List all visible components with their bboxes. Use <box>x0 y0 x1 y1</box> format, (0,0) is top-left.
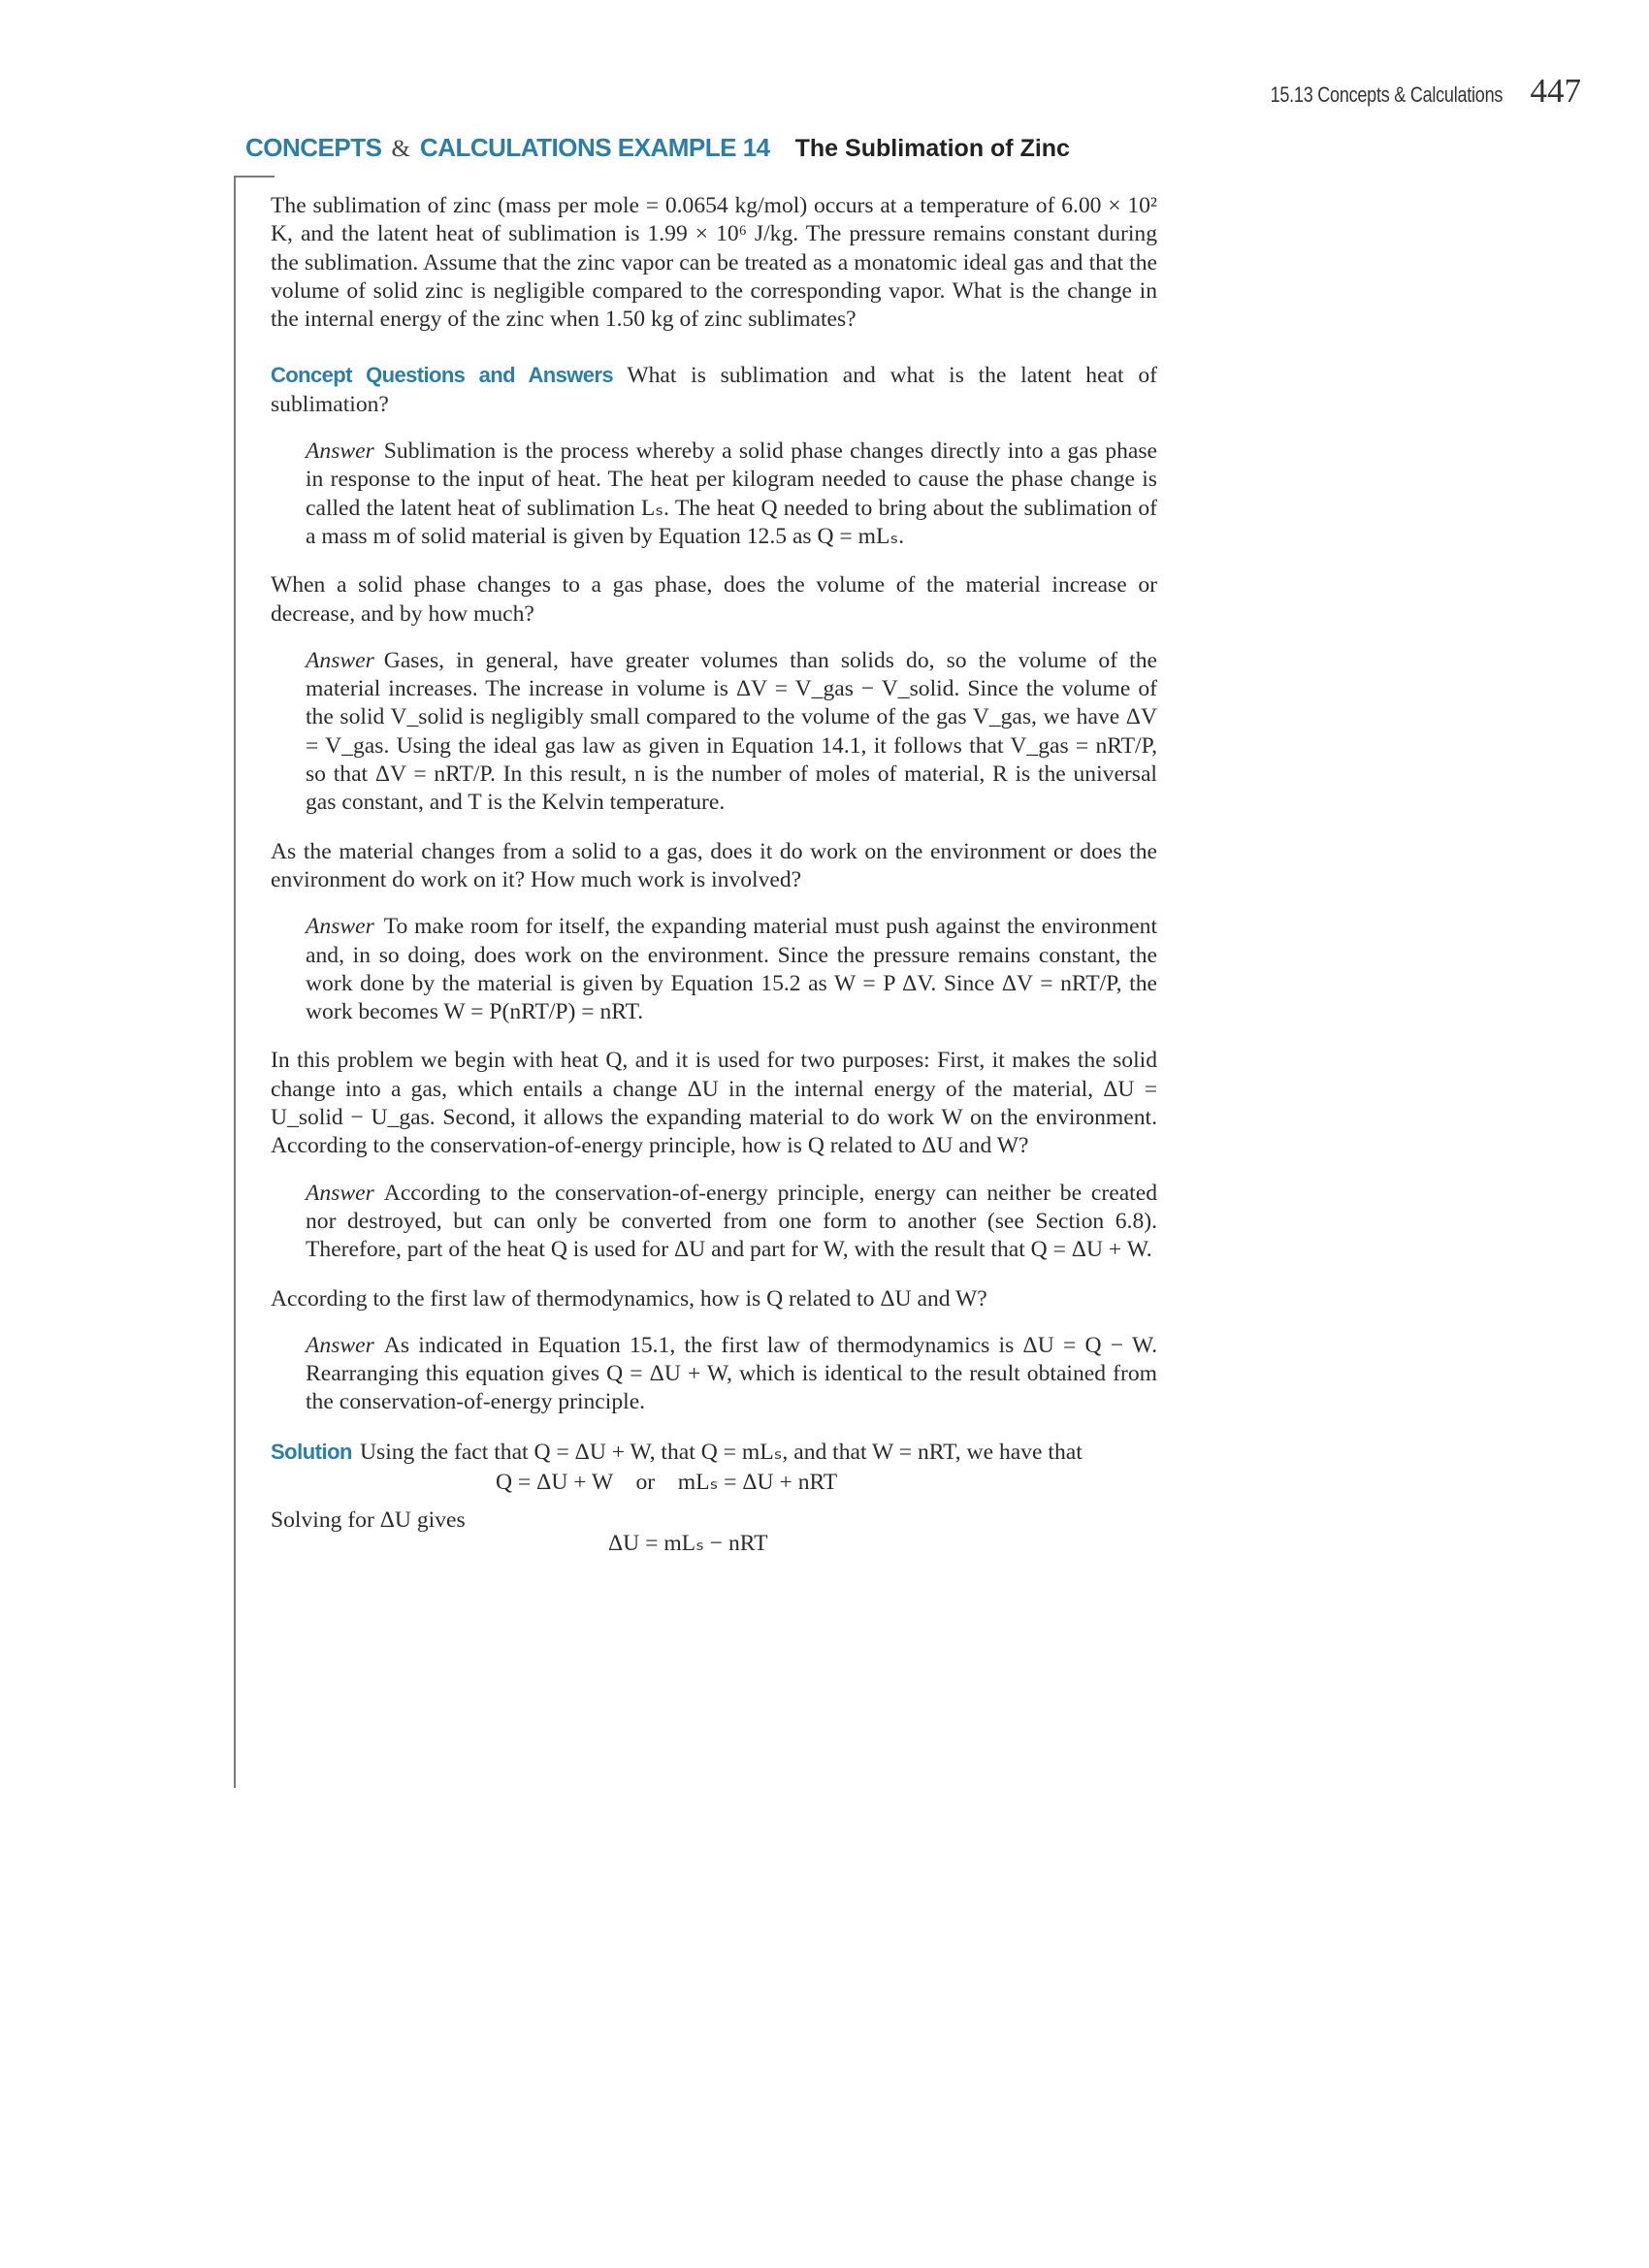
problem-statement: The sublimation of zinc (mass per mole = 0.0654 kg/mol) occurs at a temperature of 6.00 × 10² K, and the latent heat of sublimation is 1.99 × 10⁶ J/kg. The pressure remains constant during the sublimation. Assume that the zinc vapor can be treated as a monatomic ideal gas and that the volume of solid zinc is negligible compared to the corresponding vapor. What is the change in the internal energy of the zinc when 1.50 kg of zinc sublimates? <box>271 193 1157 333</box>
answer-label: Answer <box>306 914 374 940</box>
equation-energy-balance: Q = ΔU + W or mLₛ = ΔU + nRT <box>496 1469 838 1495</box>
solution-paragraph <box>271 1438 1157 1467</box>
example-label-ampersand: & <box>391 136 410 162</box>
solution-text: Using the fact that Q = ΔU + W, that Q = mLₛ, and that W = nRT, we have that <box>359 1439 1083 1465</box>
question-3: As the material changes from a solid to a gas, does it do work on the environment or does the environment do work on it? How much work is involved? <box>271 838 1157 892</box>
solving-text: Solving for ΔU gives <box>271 1507 466 1534</box>
question-4: In this problem we begin with heat Q, and it is used for two purposes: First, it makes the solid change into a gas, which entails a change ΔU in the internal energy of the material, ΔU = U_solid − U_gas. Second, it allows the expanding material to do work W on the environment. According to the conservation-of-energy principle, how is Q related to ΔU and W? <box>271 1048 1157 1159</box>
question-2: When a solid phase changes to a gas phase, does the volume of the material increase or decrease, and by how much? <box>271 572 1157 627</box>
example-title: The Sublimation of Zinc <box>794 135 1070 162</box>
running-head <box>1219 72 1581 111</box>
equation-delta-u: ΔU = mLₛ − nRT <box>608 1530 768 1556</box>
solution-label: Solution <box>271 1439 352 1464</box>
sidebar-rule-vertical <box>234 176 236 1788</box>
answer-label: Answer <box>306 438 374 465</box>
question-5: According to the first law of thermodynamics, how is Q related to ΔU and W? <box>271 1285 987 1312</box>
example-label-calculations: CALCULATIONS EXAMPLE 14 <box>419 133 770 162</box>
answer-text: Sublimation is the process whereby a solid phase changes directly into a gas phase in response to the input of heat. The heat per kilogram needed to cause the phase change is called the latent heat of sublimation Lₛ. The heat Q needed to bring about the sublimation of a mass m of solid material is given by Equation 12.5 as Q = mLₛ. <box>306 438 1157 549</box>
answer-4 <box>271 1180 1157 1265</box>
example-heading <box>245 133 1070 163</box>
section-label: 15.13 Concepts & Calculations <box>1270 82 1504 107</box>
answer-text: To make room for itself, the expanding material must push against the environment and, in so doing, does work on the environment. Since the pressure remains constant, the work done by the material is given by Equation 15.2 as W = P ΔV. Since ΔV = nRT/P, the work becomes W = P(nRT/P) = nRT. <box>306 914 1157 1025</box>
answer-3 <box>271 913 1157 1026</box>
answer-text: As indicated in Equation 15.1, the first law of thermodynamics is ΔU = Q − W. Rearranging this equation gives Q = ΔU + W, which is identical to the result obtained from the conservation-of-energy principle. <box>306 1332 1157 1415</box>
sidebar-rule-horizontal <box>234 176 275 178</box>
answer-text: Gases, in general, have greater volumes than solids do, so the volume of the material increases. The increase in volume is ΔV = V_gas − V_solid. Since the volume of the solid V_solid is negligibly small compared to the volume of the gas V_gas, we have ΔV = V_gas. Using the ideal gas law as given in Equation 14.1, it follows that V_gas = nRT/P, so that ΔV = nRT/P. In this result, n is the number of moles of material, R is the universal gas constant, and T is the Kelvin temperature. <box>306 647 1157 816</box>
question-1 <box>271 361 1157 419</box>
example-body <box>271 192 1157 1558</box>
answer-1 <box>271 437 1157 551</box>
answer-text: According to the conservation-of-energy principle, energy can neither be created nor destroyed, but can only be converted from one form to another (see Section 6.8). Therefore, part of the heat Q is used for ΔU and part for W, with the result that Q = ΔU + W. <box>306 1180 1157 1263</box>
question-text: What is sublimation and what is the latent heat of sublimation? <box>271 363 1157 417</box>
answer-5 <box>271 1332 1157 1417</box>
answer-label: Answer <box>306 1332 374 1358</box>
page-number: 447 <box>1530 72 1581 110</box>
example-label-concepts: CONCEPTS <box>245 133 382 162</box>
concept-questions-heading: Concept Questions and Answers <box>271 363 614 388</box>
answer-label: Answer <box>306 647 374 673</box>
answer-label: Answer <box>306 1180 374 1206</box>
answer-2 <box>271 647 1157 818</box>
